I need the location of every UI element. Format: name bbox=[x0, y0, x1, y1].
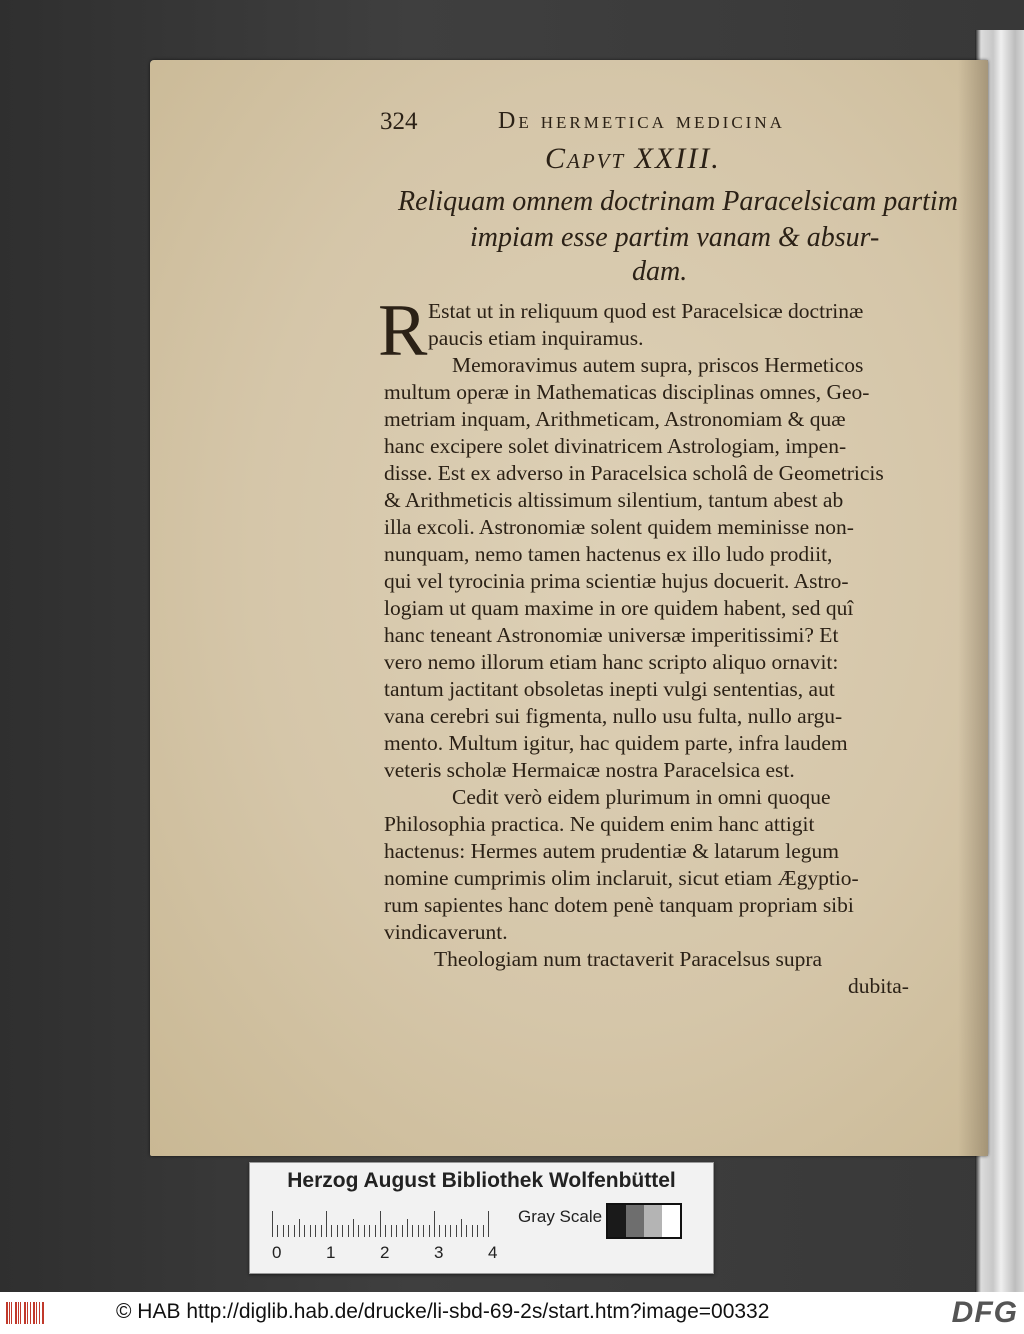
ruler-tick bbox=[326, 1211, 327, 1237]
ruler-tick bbox=[391, 1225, 392, 1237]
ruler-tick bbox=[331, 1225, 332, 1237]
ruler-tick bbox=[429, 1225, 430, 1237]
text-line: multum operæ in Mathematicas disciplinas omnes, Geo- bbox=[384, 380, 870, 404]
ruler-tick bbox=[310, 1225, 311, 1237]
ruler-tick bbox=[304, 1225, 305, 1237]
chapter-heading: Capvt XXIII. bbox=[545, 142, 721, 175]
ruler-tick bbox=[434, 1211, 435, 1237]
ruler-tick bbox=[423, 1225, 424, 1237]
chapter-subtitle-line: Reliquam omnem doctrinam Paracelsicam partim bbox=[398, 186, 958, 217]
page-number: 324 bbox=[380, 108, 418, 135]
page-header bbox=[380, 108, 840, 142]
scale-label: 1 bbox=[326, 1243, 336, 1262]
ruler-tick bbox=[277, 1225, 278, 1237]
ruler-tick bbox=[288, 1225, 289, 1237]
text-line: rum sapientes hanc dotem penè tanquam propriam sibi bbox=[384, 893, 854, 917]
text-line: tantum jactitant obsoletas inepti vulgi sententias, aut bbox=[384, 677, 835, 701]
ruler-tick bbox=[375, 1225, 376, 1237]
ruler-tick bbox=[353, 1219, 354, 1237]
text-line: & Arithmeticis altissimum silentium, tantum abest ab bbox=[384, 488, 844, 512]
ruler-tick bbox=[294, 1225, 295, 1237]
ruler-tick bbox=[402, 1225, 403, 1237]
ruler-tick bbox=[483, 1225, 484, 1237]
scale-label: 2 bbox=[380, 1243, 390, 1262]
text-line: hactenus: Hermes autem prudentiæ & latarum legum bbox=[384, 839, 839, 863]
ruler-tick bbox=[380, 1211, 381, 1237]
text-line: qui vel tyrocinia prima scientiæ hujus docuerit. Astro- bbox=[384, 569, 849, 593]
ruler-tick bbox=[445, 1225, 446, 1237]
ruler-tick bbox=[418, 1225, 419, 1237]
color-target-card bbox=[249, 1162, 714, 1274]
copyright-text: © HAB http://diglib.hab.de/drucke/li-sbd-69-2s/start.htm?image=00332 bbox=[116, 1300, 770, 1323]
ruler-tick bbox=[396, 1225, 397, 1237]
scale-label: 3 bbox=[434, 1243, 444, 1262]
gray-scale-swatch bbox=[606, 1203, 682, 1239]
text-line: Philosophia practica. Ne quidem enim hanc attigit bbox=[384, 812, 815, 836]
text-line: disse. Est ex adverso in Paracelsica scholâ de Geometricis bbox=[384, 461, 884, 485]
ruler-tick bbox=[358, 1225, 359, 1237]
text-line: Cedit verò eidem plurimum in omni quoque bbox=[452, 785, 831, 809]
text-line: Theologiam num tractaverit Paracelsus supra bbox=[434, 947, 823, 971]
grayscale-label: Gray Scale bbox=[518, 1207, 603, 1226]
text-line: metriam inquam, Arithmeticam, Astronomiam & quæ bbox=[384, 407, 846, 431]
ruler-tick bbox=[456, 1225, 457, 1237]
ruler-tick bbox=[283, 1225, 284, 1237]
ruler-tick bbox=[450, 1225, 451, 1237]
ruler-tick bbox=[321, 1225, 322, 1237]
text-line: Memoravimus autem supra, priscos Hermeticos bbox=[452, 353, 864, 377]
dfg-logo: DFG bbox=[951, 1296, 1018, 1329]
footer-bar bbox=[0, 1292, 1024, 1334]
text-line: paucis etiam inquiramus. bbox=[428, 326, 644, 350]
gray-swatch-cell bbox=[626, 1205, 644, 1237]
text-line: hanc excipere solet divinatricem Astrologiam, impen- bbox=[384, 434, 847, 458]
gray-swatch-cell bbox=[662, 1205, 680, 1237]
gray-swatch-cell bbox=[608, 1205, 626, 1237]
ruler-tick bbox=[348, 1225, 349, 1237]
text-line: mento. Multum igitur, hac quidem parte, infra laudem bbox=[384, 731, 848, 755]
ruler-tick bbox=[272, 1211, 273, 1237]
ruler-tick bbox=[369, 1225, 370, 1237]
scale-label: 0 bbox=[272, 1243, 282, 1262]
institution-name: Herzog August Bibliothek Wolfenbüttel bbox=[287, 1169, 676, 1192]
ruler-tick bbox=[439, 1225, 440, 1237]
scale-label: 4 bbox=[488, 1243, 498, 1262]
ruler-tick bbox=[364, 1225, 365, 1237]
gray-swatch-cell bbox=[644, 1205, 662, 1237]
chapter-subtitle-line: impiam esse partim vanam & absur- bbox=[470, 222, 880, 253]
text-line: hanc teneant Astronomiæ universæ imperitissimi? Et bbox=[384, 623, 839, 647]
ruler-tick bbox=[407, 1219, 408, 1237]
ruler-tick bbox=[488, 1211, 489, 1237]
drop-cap: R bbox=[378, 290, 428, 372]
text-line: vana cerebri sui figmenta, nullo usu fulta, nullo argu- bbox=[384, 704, 843, 728]
text-line: vindicaverunt. bbox=[384, 920, 508, 944]
ruler-tick bbox=[299, 1219, 300, 1237]
text-line: nomine cumprimis olim inclaruit, sicut etiam Ægyptio- bbox=[384, 866, 859, 890]
ruler-tick bbox=[472, 1225, 473, 1237]
text-line: illa excoli. Astronomiæ solent quidem meminisse non- bbox=[384, 515, 854, 539]
barcode-icon bbox=[6, 1302, 46, 1324]
text-line: nunquam, nemo tamen hactenus ex illo ludo prodiit, bbox=[384, 542, 833, 566]
ruler-tick bbox=[461, 1219, 462, 1237]
ruler-tick bbox=[315, 1225, 316, 1237]
catchword: dubita- bbox=[848, 974, 909, 998]
ruler-tick bbox=[342, 1225, 343, 1237]
ruler-tick bbox=[337, 1225, 338, 1237]
text-line: veteris scholæ Hermaicæ nostra Paracelsica est. bbox=[384, 758, 795, 782]
ruler-tick bbox=[412, 1225, 413, 1237]
text-line: Estat ut in reliquum quod est Paracelsicæ doctrinæ bbox=[428, 299, 864, 323]
running-title: De hermetica medicina bbox=[498, 108, 785, 134]
ruler-tick bbox=[385, 1225, 386, 1237]
ruler-tick bbox=[466, 1225, 467, 1237]
ruler-tick bbox=[477, 1225, 478, 1237]
chapter-subtitle-line: dam. bbox=[632, 256, 688, 287]
text-line: logiam ut quam maxime in ore quidem habent, sed quî bbox=[384, 596, 854, 620]
text-line: vero nemo illorum etiam hanc scripto aliquo ornavit: bbox=[384, 650, 839, 674]
scale-ruler bbox=[272, 1211, 492, 1237]
